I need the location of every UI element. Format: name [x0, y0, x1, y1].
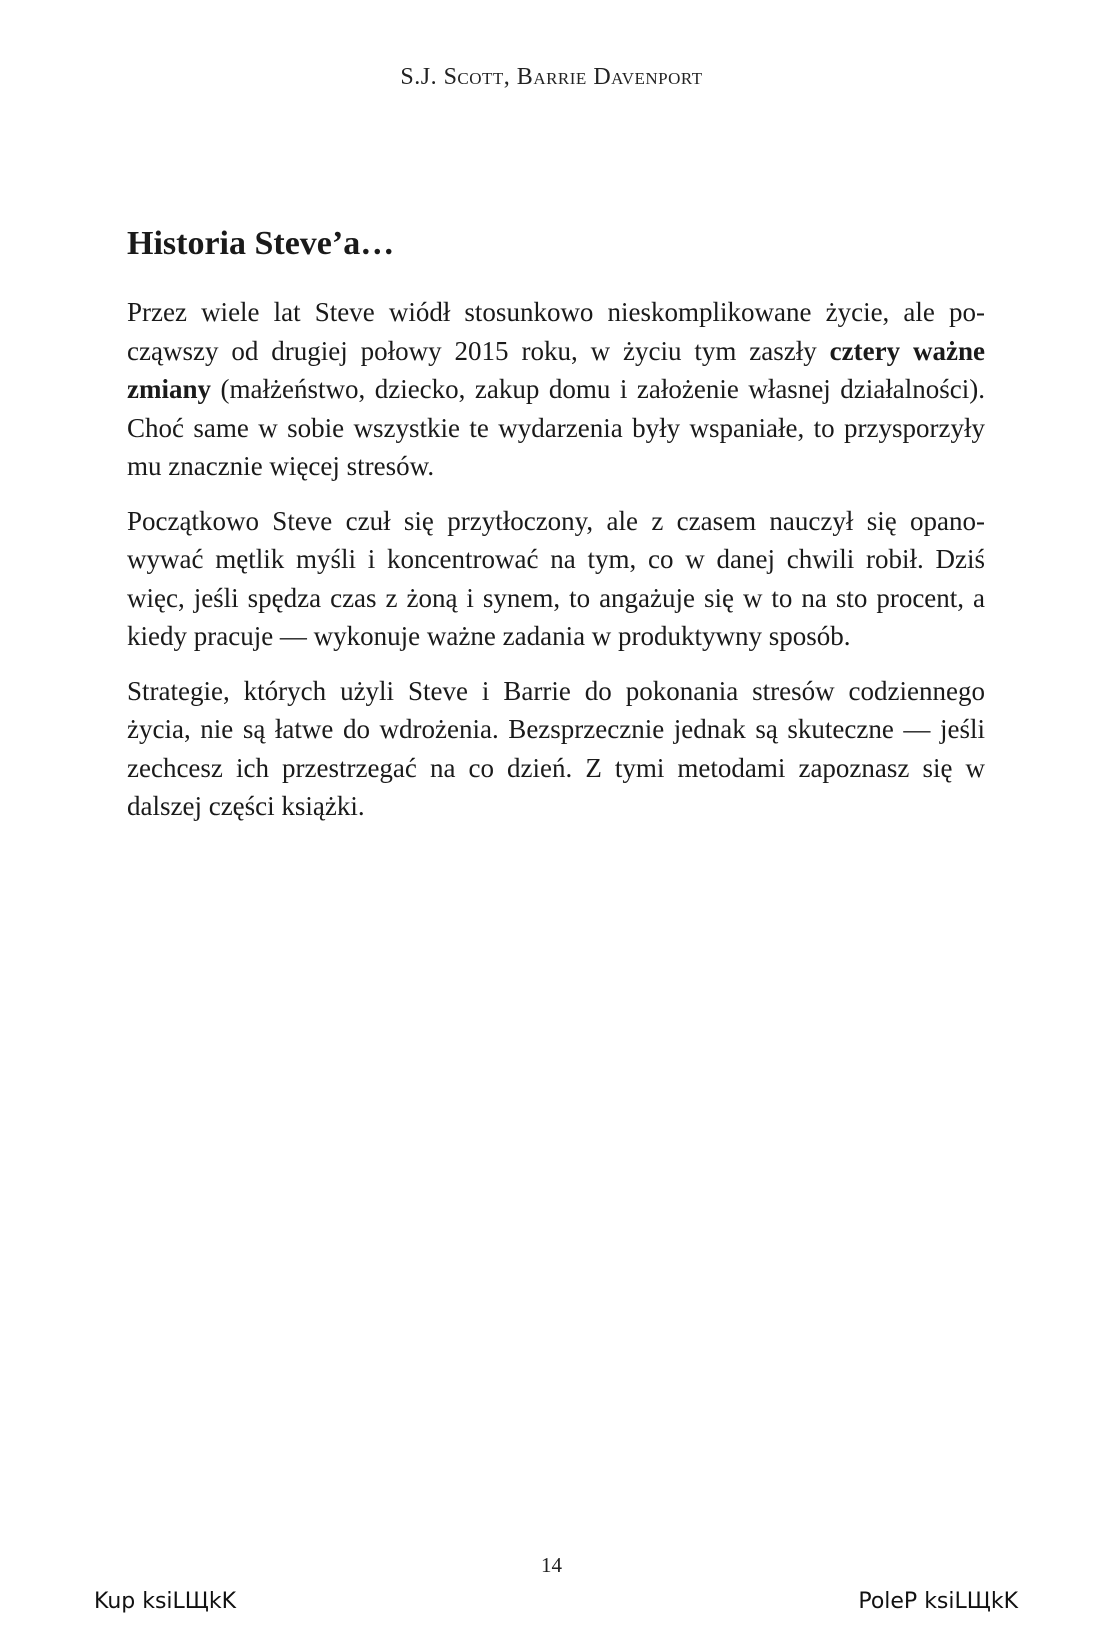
page-number: 14	[541, 1553, 562, 1577]
paragraph-2: Początkowo Steve czuł się przytłoczony, ale z czasem nauczył się opanowywać mętlik myśli i koncentrować na tym, co w danej chwili robił. Dziś więc, jeśli spędza czas z żoną i synem, to angażuje się w to na sto procent, a kiedy pracuje — wykonuje ważne zadania w produktywny sposób.	[127, 505, 985, 651]
buy-book-link[interactable]: Kup ksiLЩkK	[94, 1589, 237, 1614]
paragraph-1-before: Przez wiele lat Steve wiódł stosunkowo nieskomplikowane życie, ale począwszy od drugiej połowy 2015 roku, w życiu tym zaszły	[127, 297, 985, 366]
paragraph-1	[127, 293, 985, 486]
paragraph-3: Strategie, których użyli Steve i Barrie do pokonania stresów codziennego życia, nie są łatwe do wdrożenia. Bezsprzecznie jednak są skuteczne — jeśli zechcesz ich przestrzegać na co dzień. Z tymi metodami zapoznasz się w dalszej części książki.	[127, 675, 985, 821]
recommend-book-link[interactable]: PoleP ksiLЩkK	[858, 1589, 1018, 1614]
section-title: Historia Steve’a…	[127, 225, 395, 262]
paragraph-1-bold: cztery ważne zmiany	[127, 335, 985, 404]
paragraph-1-after: (małżeństwo, dziecko, zakup domu i założenie własnej działalności). Choć same w sobie wszystkie te wydarzenia były wspaniałe, to przysporzyły mu znacznie więcej stresów.	[127, 374, 985, 481]
page-content	[127, 225, 985, 842]
running-header: S.J. Scott, Barrie Davenport	[400, 64, 703, 90]
